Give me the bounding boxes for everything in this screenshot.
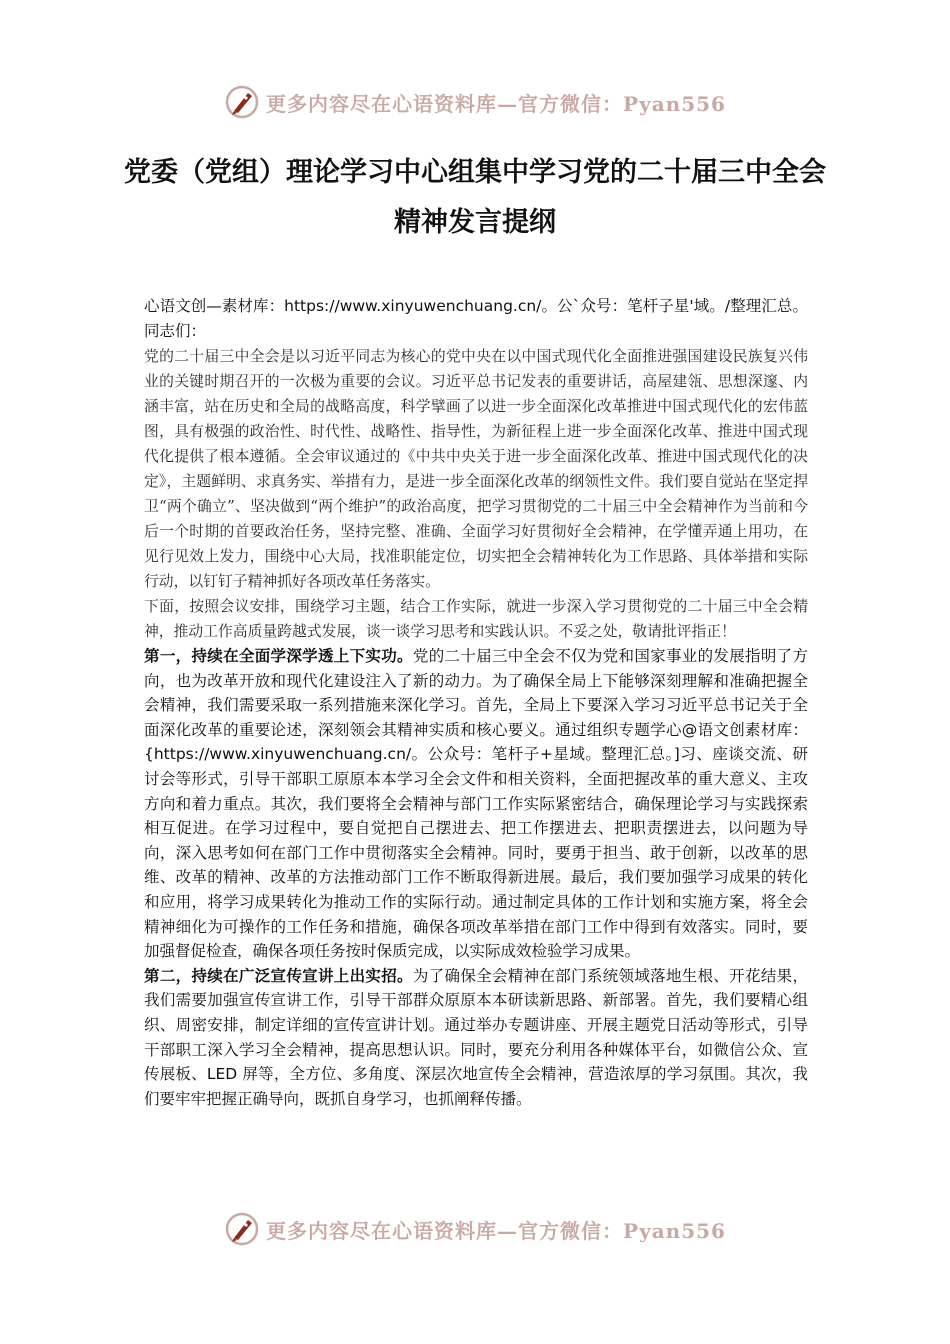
opening-paragraph: 党的二十届三中全会是以习近平同志为核心的党中央在以中国式现代化全面推进强国建设民族复兴伟业的关键时期召开的一次极为重要的会议。习近平总书记发表的重要讲话，高屋建瓴、思想深邃、内涵丰富，站在历史和全局的战略高度，科学擘画了以进一步全面深化改革推进中国式现代化的宏伟蓝图，具有极强的政治性、时代性、战略性、指导性，为新征程上进一步全面深化改革、推进中国式现代化提供了根本遵循。全会审议通过的《中共中央关于进一步全面深化改革、推进中国式现代化的决定》，主题鲜明、求真务实、举措有力，是进一步全面深化改革的纲领性文件。我们要自觉站在坚定捍卫“两个确立”、坚决做到“两个维护”的政治高度，把学习贯彻党的二十届三中全会精神作为当前和今后一个时期的首要政治任务，坚持完整、准确、全面学习好贯彻好全会精神，在学懂弄通上用功，在见行见效上发力，围绕中心大局，找准职能定位，切实把全会精神转化为工作思路、具体举措和实际行动，以钉钉子精神抓好各项改革任务落实。 [144,348,808,590]
section-two-paragraph [144,964,808,1112]
section-two-heading: 第二，持续在广泛宣传宣讲上出实招。 [144,966,413,985]
header-watermark-banner [0,80,950,124]
pen-nib-logo-icon [224,84,260,120]
watermark-text: 更多内容尽在心语资料库—官方微信：Pyan556 [266,91,726,116]
document-body [144,294,808,1111]
watermark-text: 更多内容尽在心语资料库—官方微信：Pyan556 [266,1218,726,1243]
document-title: 党委（党组）理论学习中心组集中学习党的二十届三中全会精神发言提纲 [124,157,826,238]
section-one-paragraph [144,644,808,964]
agenda-paragraph: 下面，按照会议安排，围绕学习主题，结合工作实际，就进一步深入学习贯彻党的二十届三中全会精神，推动工作高质量跨越式发展，谈一谈学习思考和实践认识。不妥之处，敬请批评指正！ [144,598,808,640]
section-two-text: 为了确保全会精神在部门系统领域落地生根、开花结果，我们需要加强宣传宣讲工作，引导干部群众原原本本研读新思路、新部署。首先，我们要精心组织、周密安排，制定详细的宣传宣讲计划。通过举办专题讲座、开展主题党日活动等形式，引导干部职工深入学习全会精神，提高思想认识。同时，要充分利用各种媒体平台，如微信公众、宣传展板、LED 屏等，全方位、多角度、深层次地宣传全会精神，营造浓厚的学习氛围。其次，我们要牢牢把握正确导向，既抓自身学习，也抓阐释传播。 [144,966,808,1108]
pen-nib-logo-icon [224,1211,260,1247]
section-one-heading: 第一，持续在全面学深学透上下实功。 [144,647,413,665]
footer-watermark-banner [0,1207,950,1251]
intro-paragraph: 心语文创—素材库：https://www.xinyuwenchuang.cn/。公`众号：笔杆子星'域。/整理汇总。同志们： [144,297,808,340]
section-one-text: 党的二十届三中全会不仅为党和国家事业的发展指明了方向，也为改革开放和现代化建设注入了新的动力。为了确保全局上下能够深刻理解和准确把握全会精神，我们需要采取一系列措施来深化学习。首先，全局上下要深入学习习近平总书记关于全面深化改革的重要论述，深刻领会其精神实质和核心要义。通过组织专题学心@语文创素材库：{https://www.xinyuwenchuang.cn/。公众号：笔杆子+星域。整理汇总。]习、座谈交流、研讨会等形式，引导干部职工原原本本学习全会文件和相关资料，全面把握改革的重大意义、主攻方向和着力重点。其次，我们要将全会精神与部门工作实际紧密结合，确保理论学习与实践探索相互促进。在学习过程中，要自觉把自己摆进去、把工作摆进去、把职责摆进去，以问题为导向，深入思考如何在部门工作中贯彻落实全会精神。同时，要勇于担当、敢于创新，以改革的思维、改革的精神、改革的方法推动部门工作不断取得新进展。最后，我们要加强学习成果的转化和应用，将学习成果转化为推动工作的实际行动。通过制定具体的工作计划和实施方案，将全会精神细化为可操作的工作任务和措施，确保各项改革举措在部门工作中得到有效落实。同时，要加强督促检查，确保各项任务按时保质完成，以实际成效检验学习成果。 [144,647,808,961]
